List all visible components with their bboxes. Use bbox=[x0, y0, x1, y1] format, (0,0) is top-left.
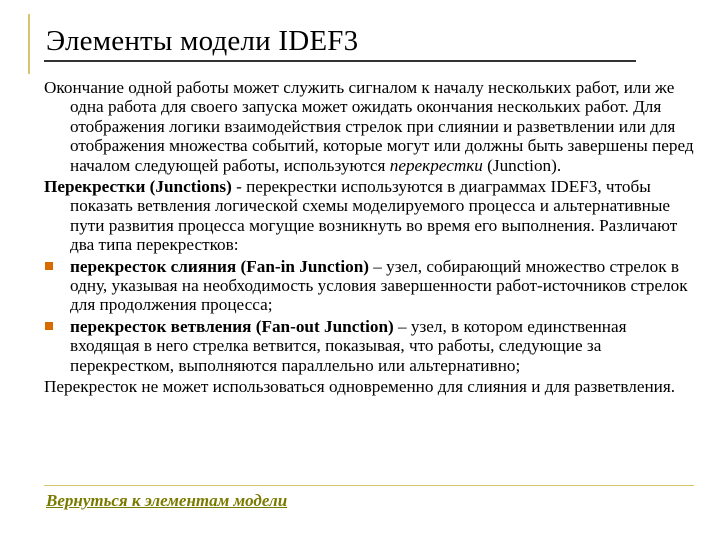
page-title: Элементы модели IDEF3 bbox=[46, 25, 359, 57]
intro-tail: (Junction). bbox=[482, 155, 562, 175]
title-underline bbox=[44, 60, 636, 62]
content-body bbox=[44, 78, 698, 399]
bullet-term: перекресток слияния (Fan-in Junction) bbox=[70, 256, 369, 276]
intro-term: перекрестки bbox=[389, 155, 483, 175]
paragraph-intro bbox=[44, 78, 698, 175]
junctions-term: Перекрестки (Junctions) bbox=[44, 177, 232, 197]
list-item bbox=[44, 317, 698, 375]
bullet-text: – узел, собирающий множество стрелок в одну, указывая на необходимость условия завершенности работ-источников стрелок для продолжения процесса; bbox=[70, 256, 688, 315]
square-bullet-icon bbox=[45, 262, 53, 270]
intro-text: Окончание одной работы может служить сигналом к началу нескольких работ, или же одна работа для своего запуска может ожидать окончания нескольких работ. Для отображения логики взаимодействия стрелок при слиянии и разветвлении или для отображения множества событий, которые могут или должны быть завершены перед началом следующей работы, используются bbox=[44, 78, 694, 175]
decorative-vertical-line bbox=[28, 14, 30, 74]
list-item bbox=[44, 257, 698, 315]
bullet-text: – узел, в котором единственная входящая в него стрелка ветвится, показывая, что работы, следующие за перекрестком, выполняются параллельно или альтернативно; bbox=[70, 316, 627, 375]
square-bullet-icon bbox=[45, 322, 53, 330]
junctions-text: - перекрестки используются в диаграммах IDEF3, чтобы показать ветвления логической схемы моделируемого процесса и альтернативные пути развития процесса могущие возникнуть во время его выполнения. Различают два типа перекрестков: bbox=[70, 177, 678, 255]
back-to-model-elements-link[interactable]: Вернуться к элементам модели bbox=[46, 491, 288, 510]
footer-divider bbox=[44, 485, 694, 486]
bullet-term: перекресток ветвления (Fan-out Junction) bbox=[70, 316, 394, 336]
paragraph-junctions bbox=[44, 177, 698, 255]
paragraph-note: Перекресток не может использоваться одновременно для слияния и для разветвления. bbox=[44, 377, 676, 397]
